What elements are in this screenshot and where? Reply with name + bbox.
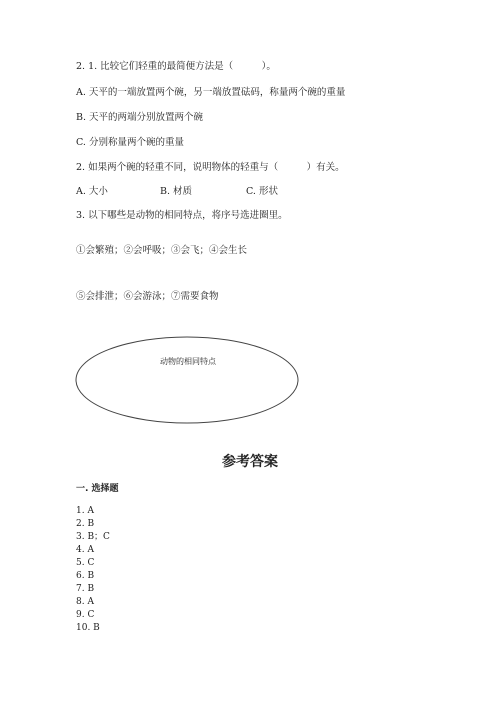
answer-key-title: 参考答案 (222, 454, 278, 470)
question-1-option-a: A. 天平的一端放置两个碗，另一端放置砝码，称量两个碗的重量 (76, 87, 346, 98)
question-3-choices-row-2: ⑤会排泄；⑥会游泳；⑦需要食物 (76, 291, 219, 302)
answer-section-heading: 一. 选择题 (76, 484, 119, 494)
answer-item: 9. C (76, 610, 95, 620)
answer-item: 10. B (76, 623, 100, 633)
question-1-option-b: B. 天平的两端分别放置两个碗 (76, 112, 204, 123)
answer-item: 4. A (76, 545, 94, 555)
answer-circle-label: 动物的相同特点 (160, 357, 216, 366)
answer-item: 1. A (76, 506, 94, 516)
question-2-option-a: A. 大小 (76, 186, 108, 197)
question-2-option-b: B. 材质 (160, 186, 193, 197)
question-3-choices-row-1: ①会繁殖；②会呼吸；③会飞；④会生长 (76, 245, 248, 256)
answer-item: 6. B (76, 571, 95, 581)
answer-item: 7. B (76, 584, 95, 594)
answer-item: 2. B (76, 519, 95, 529)
question-1-option-c: C. 分别称量两个碗的重量 (76, 137, 184, 148)
answer-item: 8. A (76, 597, 94, 607)
answer-item: 3. B；C (76, 532, 110, 542)
question-1-stem: 2. 1. 比较它们轻重的最简便方法是（ ）。 (76, 61, 276, 72)
question-2-option-c: C. 形状 (246, 186, 278, 197)
question-2-stem: 2. 如果两个碗的轻重不同，说明物体的轻重与（ ）有关。 (76, 162, 345, 173)
question-3-stem: 3. 以下哪些是动物的相同特点，将序号选进圈里。 (76, 210, 288, 221)
answer-item: 5. C (76, 558, 95, 568)
answer-circle (74, 335, 304, 427)
